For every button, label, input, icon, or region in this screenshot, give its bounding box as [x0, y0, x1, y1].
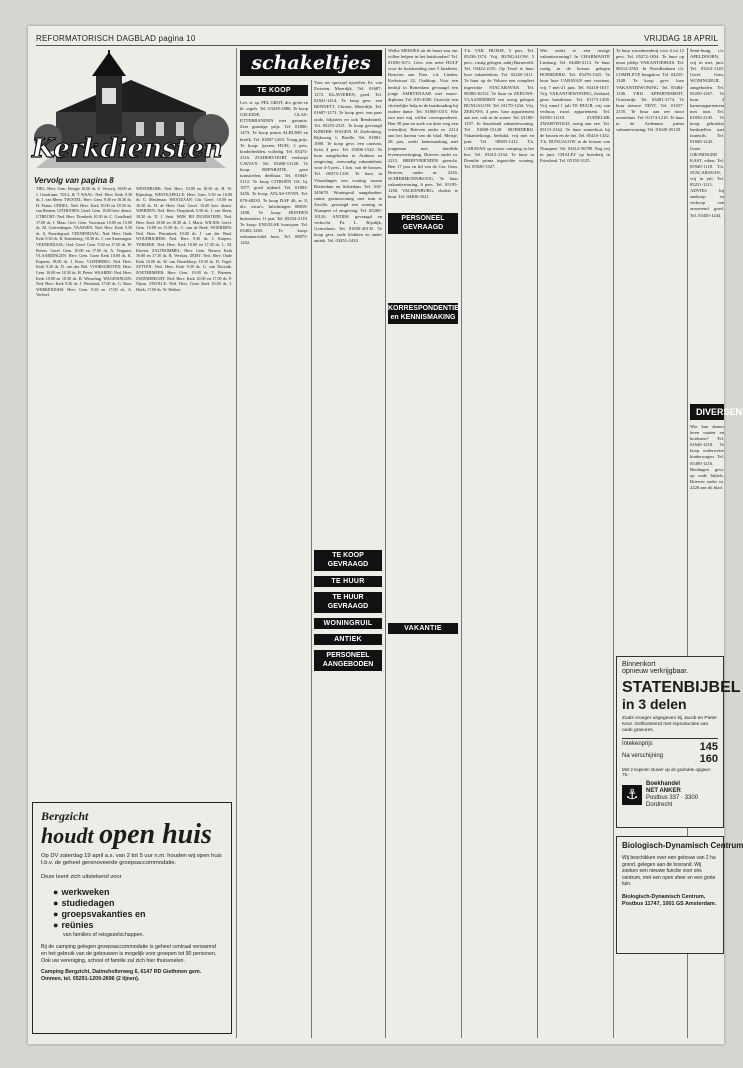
section-correspondentie: KORRESPONDENTIE en KENNISMAKING — [388, 303, 458, 324]
bullet-icon: ● — [53, 909, 59, 920]
column-rule — [311, 80, 312, 1038]
ad-bullet: ● groepsvakanties en — [53, 909, 146, 920]
bijbel-description: Zoals vroeger uitgegeven bij Jacob en Pieter Keur. Geïllustreerd met reproducties van oude gravures. — [622, 716, 717, 733]
boekhandel-block — [622, 781, 718, 809]
binnenkort-label: Binnenkort — [622, 661, 656, 668]
biologisch-dynamisch-advertisement — [616, 836, 743, 954]
bio-address: Biologisch-Dynamisch Centrum, Postbus 11747, 1001 GS Amsterdam. — [622, 893, 717, 907]
ad-open-huis: open huis — [99, 819, 212, 850]
price1-label: Intekenprijs — [622, 741, 653, 747]
classified-col9: Semi-bung. t.h. APELDOORN, vrij in mei, juni. Tel. 03412-1120. Geref. Gem. WONINGRUIL aangeboden. Tel. 05250-1267. Te huur 2 kamerappartement met tuin. Tel. 01850-2145. Te koop: gebruikte bankstellen met fauteuils. Tel. 01840-1245. Grote GRONINGER KAST, eiken. Tel. 05940-1118. T.h. STACARAVAN, vrij in juli. Tel. 05251-1211. ADVIES bij aankoop en verkoop van onroerend goed. Tel. 03450-1244. — [690, 48, 725, 218]
church-list-col1: TIEL: Herv. Gem. Hoogte 10.00 ds. S. Verweij; 18.00 dr. J. Goudriaan. TULL & 'T WAAL: Ned. Herv. Kerk 9.30 ds. J. van Meen. TWISTEL: Herv. Gem. 9.30 en 18.30 ds. H. Pruim. UDDEL: Ned. Herv. Kerk 10.00 en 18.30 ds. van Reenen. UITHOORN: Geref. Gem. 10.00 lees- dienst. UTRECHT: Ned. Herv. Domkerk 10.30 dr. C. Graafland; 17.00 ds. J. Maas. Gref. Gem. Voorstraat 10.00 en 15.00 ds. M. Golverdingen. VAASSEN: Ned. Herv. Kerk 9.30 ds. A. Noordegraaf. VEENENDAAL: Ned. Herv. Oude Kerk 9.30 ds. R. Kattenberg; 18.30 ds. J. van Amerongen. VEENENDAAL: Oud. Geref. Gem. 9.30 en 17.00 ds. W. Pieters. Geref. Gem. 10.00 en 17.00 ds. A. Vergunst. VLAARDINGEN: Herv. Gem. Grote Kerk 10.00 ds. K. Kaptein; 18.00 ds. J. Roos. VLIEDBERG: Ned. Herv. Kerk 9.30 ds. D. van der Wal. VOORSCHOTEN: Herv. Gem. 10.00 en 18.30 ds. H. Pieter. WAARDE: Ned. Herv. Kerk 10.00 en 18.30 ds. B. Wesseling. WAGENINGEN: Ned. Herv. Kerk 9.30 ds. J. Westland; 17.00 ds. G. Boer. WERKENDAM: Herv. Gem. 9.30 en 17.00 ds. A. Verhoef. — [36, 186, 132, 298]
ad-suited-for: Deze leent zich uitstekend voor — [41, 873, 122, 880]
vervolg-label: Vervolg van pagina 8 — [34, 176, 114, 185]
ad-bullet: ● werkweken — [53, 887, 110, 898]
statenbijbel-advertisement — [616, 656, 741, 828]
shop-address: Postbus 337 · 3300 — [646, 795, 699, 801]
classified-text: Lev. st. sp. PEL GROT, div. grote en kl. orgels. Tel. 03418-1886. Te koop GELEIDE, GLAS-ETTERBANDEN met garantie. Zeer gunstige prijs. Tel. 01806-1473. Te koop prima ALBUMS en briefk. Tel. 01807-1263. Vraag prijs. Te koop: ijzeren HUIS, 2 pers. kinderbedden, volledig. Tel. 03473-2316. ZUIDERVOORT verkoopt CAVIA'S. Tel. 03400-13128. Te koop: REPARATIE, gave tuinstoelen, deelbaar. Tel. 01843-5112. Te koop CITROËN GS, bj. 1977, goed rijdend. Tel. 01803-3456. Te koop, ATLAS-OVEN. Tel. 078-48230. Te koop DAF 46, zr. 8, div. extra's. Inlichtingen 08819-1208. Te koop HONDEN huissnotter, 11 jaar. Tel. 05254-2118. Te koop: ENGELSE bouwjaar. Tel. 03402-1265. Te koop: eetkamerrtafel hout. Tel. 08875-1202. — [240, 100, 308, 246]
classified-col8: Te huur woonboerderij voor 4 tot 12 pers. Tel. 05272-1834. Te huur op mooi plekje VAKANTIEHUIS. Tel. 08312-2563. In Noordbrabant t.h. COMPLETE bungalow. Tel. 04255-1328. Te koop gevr. luxe VAKANTIEWONING. Tel. 05484-1336. VRIJ. APPARTEMENT, Oostenrijk. Tel. 03481-2174. Te huur nieuwe TENT. Tel. 01657-2135. Te huur aan zee mooi zomerhuis. Tel. 01174-1218. Te huur in de Ardennen prima vakantiewoning. Tel. 01640-45120. — [616, 48, 684, 133]
classified-col7: Wie zoekt er een rustige vakantiewoning? In CHARMANTE Limburg. Tel. 04400-2113. Te huur rustig in de bossen gelegen BOERDERIJ. Tel. 05478-1325. Te huur luxe CARAVAN met voortent, vrij 7 mei-21 juni. Tel. 03418-1617. Vrij. VAKANTIEWONING, Zeeland, geen huisdieren. Tel. 01173-1458. Vrij vanaf 1 juli TE HUUR, vrij van verhuur, mooi appartement. Tel. 02930-11110. ZUIDELIJK ZWARTWOLD, rustig aan zee. Tel. 05113-2142. Te huur zomerhuis bij de bossen en de hei. Tel. 05416-1432. T.h. BUNGALOW in de bossen van Nunspeet. Tel. 03412-56789. Nog vrij in juni: CHALET op boerderij in Friesland. Tel. 05150-3125. — [540, 48, 610, 163]
header-left: REFORMATORISCH DAGBLAD pagina 10 — [36, 34, 196, 43]
bergzicht-advertisement — [32, 802, 232, 1034]
bijbel-footer: Met 2 kopieën stuiver op de gedrukte opgave: 75,- — [622, 767, 712, 777]
bio-text: Wij beschikken over een gebouw van 2 ha grond, gelegen aan de bosrand. Wij zoeken een nieuwe functie voor ons centrum, met een open sfeer en een grote tuin. — [622, 855, 716, 888]
classified-col4-text: Voor uw speciaal rijwielen. Fa. van Zwieten, Moerdijk. Tel. 01687-1272. KLAVIEREN, goed. Tel. 01841-1414. Te koop gevr. een BENNETT, Citroen, Moerdijk. Tel. 01687-1273. Te koop gevr. een paar oude, biljarten en ook Rembrandt. Tel. 05253-2321. Te koop gevraagd KINDER- WAGEN. H. Zeelenberg, Rijksweg 1, Brielle. Tel. 01881-1000. Te koop gevr. een caravan, liefst 4 pers. Tel. 01806-1542. Te huur aangeboden in Arnhem en omgeving: eenvoudig vakantiehuis voor 4-5 pers., 1 km. van de bossen. Tel. 08374-1316. Te huur in Vlaardingen een woning tussen Rotterdam en Schiedam. Tel. 010-345678. Woningruil aangeboden: ruime gezinswoning met tuin te Zwolle, gevraagd een woning in Nunspeet of omgeving. Tel. 05200-10126. ANTIEK gevraagd en verkocht. Fa. L. Rijsdijk, Gorinchem. Tel. 01830-20135. Te koop gevr. oude klokken en ander antiek. Tel. 03451-2410. — [314, 80, 382, 244]
schakeltjes-banner: schakeltjes — [240, 50, 382, 76]
classified-col5 — [388, 48, 458, 1038]
section-te-huur-gevraagd: TE HUUR GEVRAAGD — [314, 592, 382, 613]
section-te-koop-gevraagd: TE KOOP GEVRAAGD — [314, 550, 382, 571]
in-3-delen: in 3 delen — [622, 696, 687, 712]
column-rule — [236, 48, 237, 1038]
classified-col3 — [240, 80, 308, 1038]
statenbijbel-title: STATENBIJBEL — [622, 679, 741, 696]
column-rule — [613, 48, 614, 1038]
classified-text: Welke MEISJES uit de buurt zou ons willen helpen in het huishouden? Tel. 01838-1671. Gevr. een nette HULP voor de huishouding met 5 kinderen. Reacties aan Fam. v.d. Linden, Kerkstraat 22, Ouddorp. Voor een bedrijf in Rotterdam gevraagd een jonge AMBTENAAR met mavo-diploma. Tel. 010-4500. Gezocht: een christelijke hulp in de huishouding bij oudere dame. Tel. 01800-3315. Wie zou met mij willen corresponderen. Ben 30 jaar en zoek via deze weg een vriend(in). Brieven onder nr. 2214 aan het bureau van dit blad. Meisje, 28 jaar, zoekt kennismaking met jongeman met dezelfde levensovertuiging. Brieven onder nr. 2215. BRIEFVRIENDIN gezocht. Ben 17 jaar en lid van de Ger. Gem. Brieven onder nr. 2216. SCHIERMONNIKOOG. Te huur vakantiewoning, 6 pers. Tel. 05195-1256. VALKENBURG, chalets te huur. Tel. 04406-3321. — [388, 48, 458, 200]
classified-col9b: Wie kan dames leren naaien en borduren? Tel. 01640-1218. Te koop ouderwetse kinderwagen. Tel. 05490-1216. Biedingen gevr. op oude bijbels. Brieven onder nr. 2220 aan dit blad. — [690, 424, 724, 490]
ad-address: Camping Bergzicht, Dalmsholterweg 6, 6147 RD Giethmen gem. Ommen, tel. 05291-1209-2696 (2 lijnen). — [41, 969, 202, 983]
header-right: VRIJDAG 18 APRIL — [644, 34, 718, 43]
bullet-icon: ● — [53, 898, 59, 909]
classified-col6: T.h. VAK. HUISJE, 5 pers. Tel. 05236-1374. Vrij. BUNGALOW, 5 pers., rustig gelegen, nabij Barneveld. Tel. 03422-2135. Op Texel te huur luxe vakantiehuis. Tel. 02220-1411. Te huur op de Veluwe een compleet ingerichte STACARAVAN. Tel. 08380-16312. Te huur in ZEEUWS-VLAANDEREN een rustig gelegen BUNGALOW. Tel. 01170-1234. Vrij. ZEEUWS, 4 pers. luxe appartement aan zee, ook in de zomer. Tel. 01180-1257. In Sauerland vakantiewoning. Tel. 01800-15128. BOERDERIJ. Vakantiekoogt, beekdal, vrij mei en juni. Tel. 08385-1412. T.h. CARAVAN op mooie camping in het bos. Tel. 03412-2134. Te huur in Drenthe prima ingerichte woning. Tel. 05920-1327. — [464, 48, 534, 169]
section-personeel-aangeboden: PERSONEEL AANGEBODEN — [314, 650, 382, 671]
ad-bullet: ● studiedagen — [53, 898, 115, 909]
ad-intro: Op DV zaterdag 19 april a.s. van 2 tot 5 uur n.m. houden wij open huis t.b.v. de geheel gerenoveerde groepsaccommodatie. — [41, 853, 222, 867]
church-list-col2: WESTBROEK: Ned. Herv. 10.00 en 18.30 ds. H. W. Rijnsdorp. WESTKAPELLE: Herv. Gem. 9.30 en 18.00 ds. G. Meulenaar. WESTZAAN: Chr. Geref. 10.00 en 16.30 ds. H. de Heer; Oud. Geref. 10.00 lees- dienst. WIERDEN: Ned. Herv. Dorpskerk 9.30 ds. J. van Sleen; 18.30 ds. D. J. Smit. WIJK BIJ DUURSTEDE: Ned. Herv. Kerk 10.00 en 18.30 ds. J. Maris. WILNIS: Geref. Gem. 10.00 en 15.00 ds. C. van de Beek. WOERDEN: Ned. Herv. Petruskerk 10.00 ds. J. van der Waal. WOUDRICHEM: Ned. Herv. 9.30 ds. J. Kuipers. YERSEKE: Ned. Herv. Kerk 10.00 en 17.30 ds. L. M. Kieviet. ZALTBOMMEL: Herv. Gem. Nieuwe Kerk 10.00 en 17.30 ds. R. Versluis. ZEIST: Ned. Herv. Oude Kerk 10.00 ds. W. van Dusseldorp; 18.30 ds. H. Vogel. ZETTEN: Ned. Herv. Kerk 9.30 ds. G. van Doornik. ZOETERMEER: Herv. Gem. 10.00 ds. T. Brienen. ZWIJNDRECHT: Ned. Herv. Kerk 10.00 en 17.00 ds. P. Nijsse. ZWOLLE: Ned. Herv. Grote Kerk 10.00 ds. J. Hoek; 17.00 ds. W. Dekker. — [136, 186, 232, 292]
ad-title: Bergzicht — [41, 809, 89, 823]
page-header — [36, 34, 718, 46]
section-personeel-gevraagd: PERSONEEL GEVRAAGD — [388, 213, 458, 234]
bullet-icon: ● — [53, 887, 59, 898]
column-rule — [461, 48, 462, 1038]
section-vakantie: VAKANTIE — [388, 623, 458, 634]
opnieuw-label: opnieuw verkrijgbaar. — [622, 668, 689, 675]
shop-name1: Boekhandel — [646, 781, 681, 787]
newspaper-page — [28, 26, 743, 1044]
anchor-icon: ⚓ — [622, 785, 642, 805]
ad-houdt: houdt — [41, 823, 94, 848]
column-rule — [385, 48, 386, 1038]
bio-title: Biologisch-Dynamisch Centrum — [622, 841, 743, 850]
price2-label: Na verschijning — [622, 753, 664, 759]
column-rule — [537, 48, 538, 1038]
shop-name2: NET ANKER — [646, 788, 681, 794]
section-te-huur: TE HUUR — [314, 576, 382, 587]
section-diversen: DIVERSEN — [690, 404, 724, 420]
ad-bullet: ● reünies — [53, 920, 94, 931]
section-antiek: ANTIEK — [314, 634, 382, 645]
ad-headline — [41, 819, 223, 850]
section-te-koop: TE KOOP — [240, 85, 308, 96]
kerkdiensten-logo: Kerkdiensten — [32, 134, 222, 164]
ad-body: Bij de camping gelegen groepsaccommodatie is geheel centraal verwarmd en het gebruik van de gebouwen is mogelijk voor groepen tot 90 personen. Ook uw vereniging, school of familie zal zich hier thuisvoelen. — [41, 944, 217, 964]
price2-value: 160 — [699, 753, 718, 765]
price-row — [622, 753, 718, 765]
price1-value: 145 — [699, 741, 718, 753]
shop-city: Dordrecht — [646, 802, 673, 808]
bullet-icon: ● — [53, 920, 59, 931]
price-row — [622, 738, 718, 753]
ad-families: van families of reisgezelschappen. — [63, 932, 144, 939]
section-woningruil: WONINGRUIL — [314, 618, 382, 629]
